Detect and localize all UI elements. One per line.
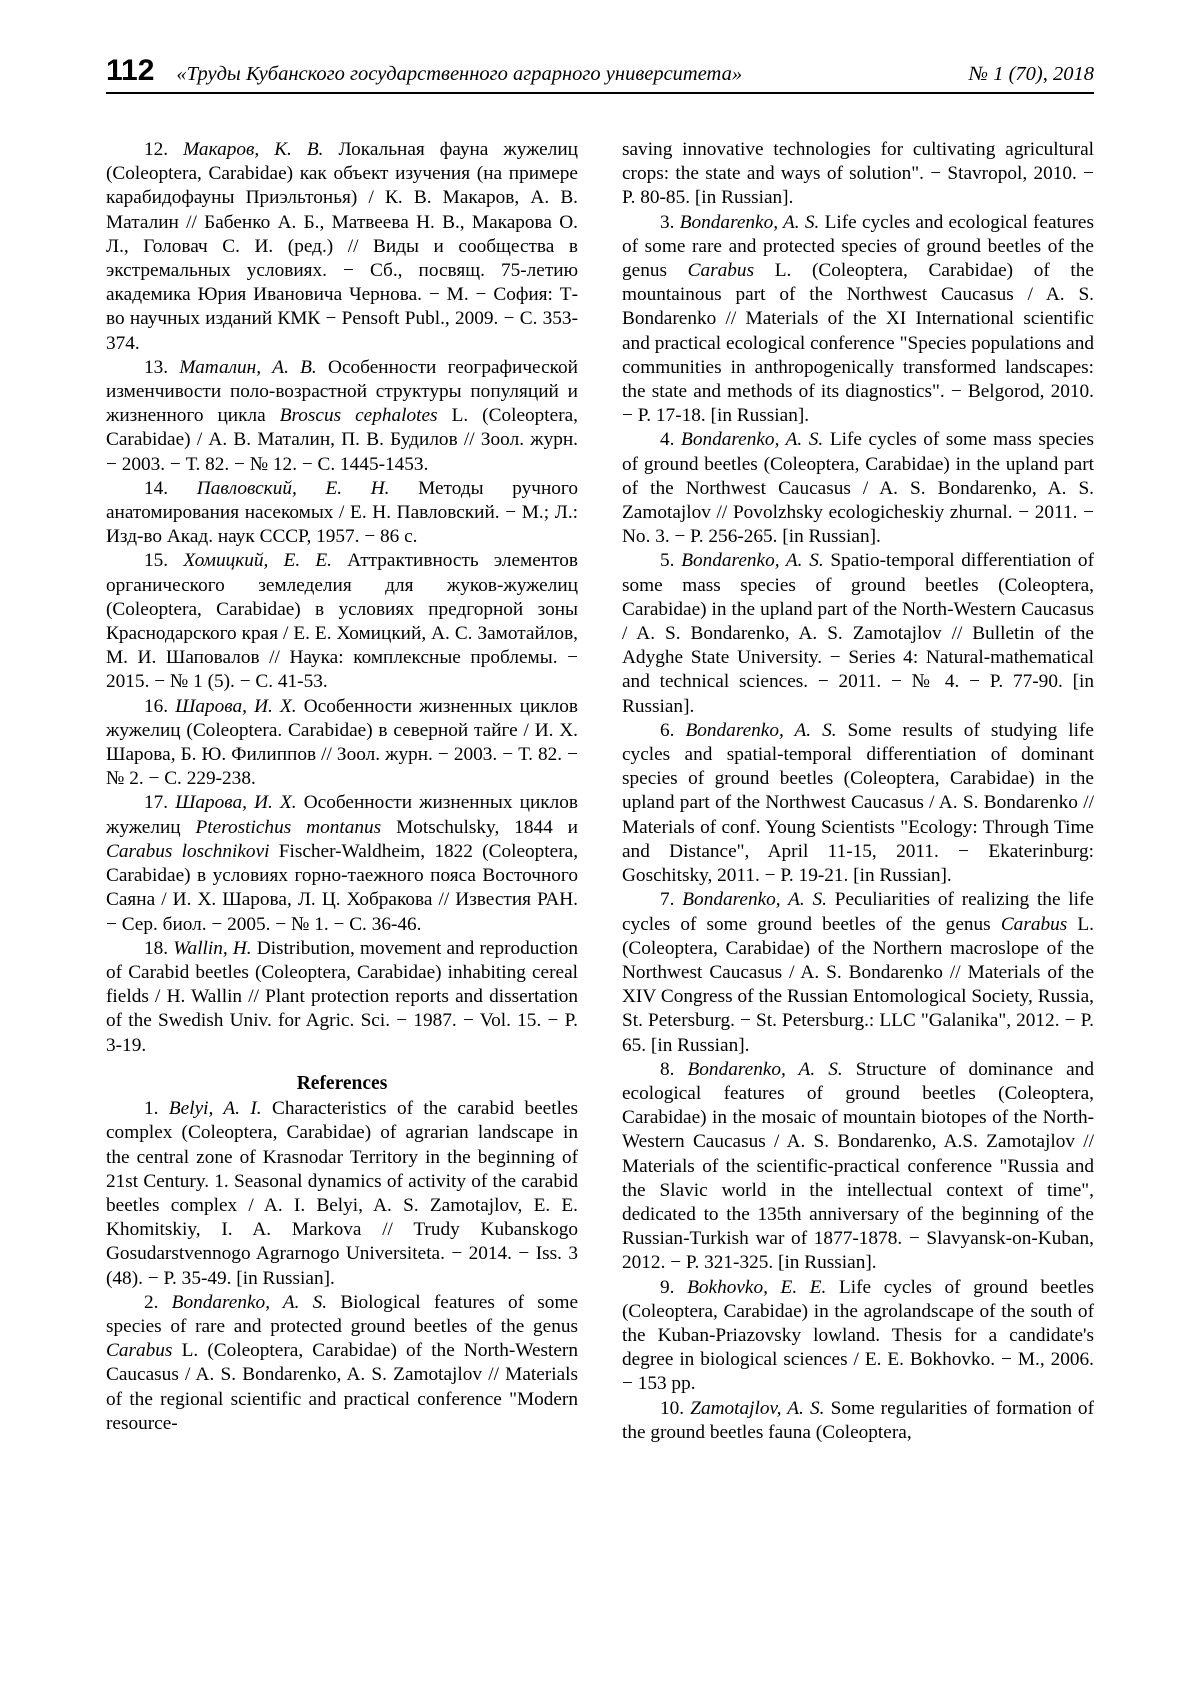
bibliography-entry	[106, 791, 578, 936]
entry-number: 13.	[144, 356, 169, 378]
entry-text-2: L. (Coleoptera, Carabidae) of the North-Western Caucasus / A. S. Bondarenko, A. S. Zamotajlov // Materials of the regional scientific and practical conference "Modern resource-	[106, 1340, 578, 1434]
entry-author: Маталин, А. В.	[179, 356, 317, 378]
bibliography-entry	[106, 549, 578, 694]
reference-entry	[622, 1276, 1094, 1397]
entry-number: 7.	[660, 889, 675, 911]
entry-species-name-2: Carabus loschnikovi	[106, 840, 270, 862]
issue-info: № 1 (70), 2018	[968, 63, 1094, 85]
page-number: 112	[106, 54, 155, 87]
entry-number: 5.	[660, 550, 675, 572]
entry-text: Локальная фауна жужелиц (Coleoptera, Carabidae) как объект изучения (на примере карабидофауны Приэльтонья) / К. В. Макаров, А. В. Маталин // Бабенко А. Б., Матвеева Н. В., Макарова О. Л., Головач С. И. (ред.) // Виды и сообщества в экстремальных условиях. − Сб., посвящ. 75-летию академика Юрия Ивановича Чернова. − М. − София: Т-во научных изданий КМК − Pensoft Publ., 2009. − С. 353-374.	[106, 139, 578, 354]
bibliography-entry	[106, 695, 578, 792]
entry-author: Bokhovko, E. E.	[687, 1276, 827, 1298]
entry-author: Хомицкий, Е. Е.	[183, 550, 333, 572]
references-heading: References	[296, 1072, 388, 1094]
entry-number: 18.	[144, 937, 169, 959]
entry-text-2: L. (Coleoptera, Carabidae) / А. В. Маталин, П. В. Будилов // Зоол. журн. − 2003. − Т. 82. − № 12. − С. 1445-1453.	[106, 405, 579, 475]
entry-number: 16.	[144, 695, 169, 717]
entry-author: Павловский, Е. Н.	[196, 477, 390, 499]
entry-number: 15.	[144, 550, 169, 572]
entry-text: Some regularities of formation of the ground beetles fauna (Coleoptera,	[622, 1397, 1094, 1443]
bibliography-entry	[106, 138, 578, 356]
entry-author: Bondarenko, A. S.	[687, 1058, 843, 1080]
entry-author: Bondarenko, A. S.	[171, 1291, 328, 1313]
entry-number: 2.	[144, 1291, 159, 1313]
entry-text: Spatio-temporal differentiation of some mass species of ground beetles (Coleoptera, Carabidae) in the upland part of the North-Western Caucasus / A. S. Bondarenko, A. S. Zamotajlov // Bulletin of the Adyghe State University. − Series 4: Natural-mathematical and technical sciences. − 2011. − № 4. − P. 77-90. [in Russian].	[622, 550, 1094, 717]
entry-text: Методы ручного анатомирования насекомых / Е. Н. Павловский. − М.; Л.: Изд-во Акад. наук СССР, 1957. − 86 с.	[106, 477, 578, 548]
entry-text: Аттрактивность элементов органического земледелия для жуков-жужелиц (Coleoptera, Carabidae) в условиях предгорной зоны Краснодарского края / Е. Е. Хомицкий, А. С. Замотайлов, М. И. Шаповалов // Наука: комплексные проблемы. − 2015. − № 1 (5). − С. 41-53.	[106, 550, 579, 693]
reference-entry	[106, 1291, 578, 1436]
entry-genus-name: Carabus	[106, 1340, 173, 1362]
reference-entry	[622, 211, 1094, 429]
entry-number: 6.	[660, 719, 675, 741]
entry-text: Peculiarities of realizing the life cycles of some ground beetles of the genus	[622, 889, 1094, 935]
entry-author: Bondarenko, A. S.	[681, 429, 824, 451]
entry-number: 12.	[144, 139, 169, 160]
entry-species-name: Pterostichus montanus	[195, 816, 382, 838]
reference-entry	[622, 428, 1094, 549]
entry-text: Особенности жизненных циклов жужелиц (Coleoptera. Carabidae) в северной тайге / И. Х. Шарова, Б. Ю. Филиппов // Зоол. журн. − 2003. − Т. 82. − № 2. − С. 229-238.	[106, 695, 579, 790]
two-column-body	[106, 138, 1094, 1445]
entry-author: Zamotajlov, A. S.	[690, 1397, 825, 1419]
entry-text-2: Motschulsky, 1844 и	[381, 816, 578, 838]
entry-genus-name: Carabus	[1000, 913, 1068, 935]
entry-number: 8.	[660, 1058, 675, 1080]
entry-number: 1.	[144, 1098, 159, 1120]
reference-entry	[622, 1397, 1094, 1445]
entry-author: Belyi, A. I.	[168, 1098, 262, 1120]
reference-entry	[622, 549, 1094, 718]
right-column	[622, 138, 1094, 1445]
entry-text-2: L. (Coleoptera, Carabidae) of the mountainous part of the Northwest Caucasus / A. S. Bondarenko // Materials of the XI International scientific and practical ecological conference "Species populations and communities in anthropogenically transformed landscapes: the state and methods of its diagnostics". − Belgorod, 2010. − P. 17-18. [in Russian].	[622, 260, 1094, 427]
entry-text: Особенности географической изменчивости поло-возрастной структуры популяций и жизненного цикла	[106, 356, 578, 427]
journal-title: «Труды Кубанского государственного аграрного университета»	[176, 63, 743, 85]
entry-text: Distribution, movement and reproduction of Carabid beetles (Coleoptera, Carabidae) inhabiting cereal fields / H. Wallin // Plant protection reports and dissertation of the Swedish Univ. for Agric. Sci. − 1987. − Vol. 15. − P. 3-19.	[106, 937, 578, 1056]
entry-text: Life cycles of ground beetles (Coleoptera, Carabidae) in the agrolandscape of the south of the Kuban-Priazovsky lowland. Thesis for a candidate's degree in biological sciences / E. E. Bokhovko. − M., 2006. − 153 pp.	[622, 1276, 1094, 1395]
entry-number: 17.	[144, 792, 169, 814]
reference-entry	[622, 719, 1094, 888]
entry-author: Wallin, H.	[173, 937, 252, 959]
reference-entry	[106, 1097, 578, 1291]
entry-author: Bondarenko, A. S.	[682, 889, 827, 911]
entry-number: 10.	[660, 1397, 685, 1419]
entry-text-3: Fischer-Waldheim, 1822 (Coleoptera, Carabidae) в условиях горно-таежного пояса Восточного Саяна / И. Х. Шарова, Л. Ц. Хобракова // Известия РАН. − Сер. биол. − 2005. − № 1. − С. 36-46.	[106, 840, 579, 935]
reference-entry	[622, 1058, 1094, 1276]
bibliography-entry	[106, 356, 578, 477]
entry-text-2: L. (Coleoptera, Carabidae) of the Northern macroslope of the Northwest Caucasus / A. S. Bondarenko // Materials of the XIV Congress of the Russian Entomological Society, Russia, St. Petersburg. − St. Petersburg.: LLC "Galanika", 2012. − P. 65. [in Russian].	[622, 913, 1094, 1056]
entry-author: Bondarenko, A. S.	[681, 550, 824, 572]
entry-text: Characteristics of the carabid beetles complex (Coleoptera, Carabidae) of agrarian landscape in the central zone of Krasnodar Territory in the beginning of 21st Century. 1. Seasonal dynamics of activity of the carabid beetles complex / A. I. Belyi, A. S. Zamotajlov, E. E. Khomitskiy, I. A. Markova // Trudy Kubanskogo Gosudarstvennogo Agrarnogo Universiteta. − 2014. − Iss. 3 (48). − P. 35-49. [in Russian].	[106, 1098, 579, 1289]
entry-species-name: Broscus cephalotes	[279, 405, 438, 427]
entry-text: Особенности жизненных циклов жужелиц	[106, 792, 579, 838]
left-column	[106, 138, 578, 1436]
reference-continuation: saving innovative technologies for cultivating agricultural crops: the state and ways of solution". − Stavropol, 2010. − P. 80-85. [in Russian].	[622, 139, 1094, 209]
entry-text: Some results of studying life cycles and spatial-temporal differentiation of dominant species of ground beetles (Coleoptera, Carabidae) in the upland part of the Northwest Caucasus / A. S. Bondarenko // Materials of conf. Young Scientists "Ecology: Through Time and Distance", April 11-15, 2011. − Ekaterinburg: Goschitsky, 2011. − P. 19-21. [in Russian].	[622, 719, 1094, 887]
bibliography-entry	[106, 937, 578, 1058]
entry-author: Шарова, И. Х.	[175, 792, 297, 814]
entry-text: Structure of dominance and ecological features of ground beetles (Coleoptera, Carabidae) in the mosaic of mountain biotopes of the North-Western Caucasus / A. S. Bondarenko, A.S. Zamotajlov // Materials of the scientific-practical conference "Russia and the Slavic world in the intellectual context of time", dedicated to the 135th anniversary of the beginning of the Russian-Turkish war of 1877-1878. − Slavyansk-on-Kuban, 2012. − P. 321-325. [in Russian].	[622, 1058, 1094, 1274]
entry-author: Макаров, К. В.	[183, 139, 324, 160]
entry-text: Life cycles of some mass species of ground beetles (Coleoptera, Carabidae) in the upland part of the Northwest Caucasus / A. S. Bondarenko, A. S. Zamotajlov // Povolzhsky ecologicheskiy zhurnal. − 2011. − No. 3. − P. 256-265. [in Russian].	[622, 429, 1094, 548]
entry-number: 9.	[660, 1276, 675, 1298]
entry-number: 14.	[144, 477, 169, 499]
entry-genus-name: Carabus	[687, 260, 755, 282]
reference-entry	[622, 888, 1094, 1057]
entry-text: Biological features of some species of rare and protected ground beetles of the genus	[106, 1291, 579, 1338]
bibliography-entry	[106, 477, 578, 550]
entry-author: Bondarenko, A. S.	[679, 211, 820, 233]
page-header	[106, 56, 1094, 94]
entry-author: Шарова, И. Х.	[175, 695, 297, 717]
entry-number: 4.	[660, 429, 675, 451]
entry-author: Bondarenko, A. S.	[685, 719, 837, 741]
entry-number: 3.	[660, 211, 675, 233]
entry-text: Life cycles and ecological features of some rare and protected species of ground beetles of the genus	[622, 211, 1094, 282]
